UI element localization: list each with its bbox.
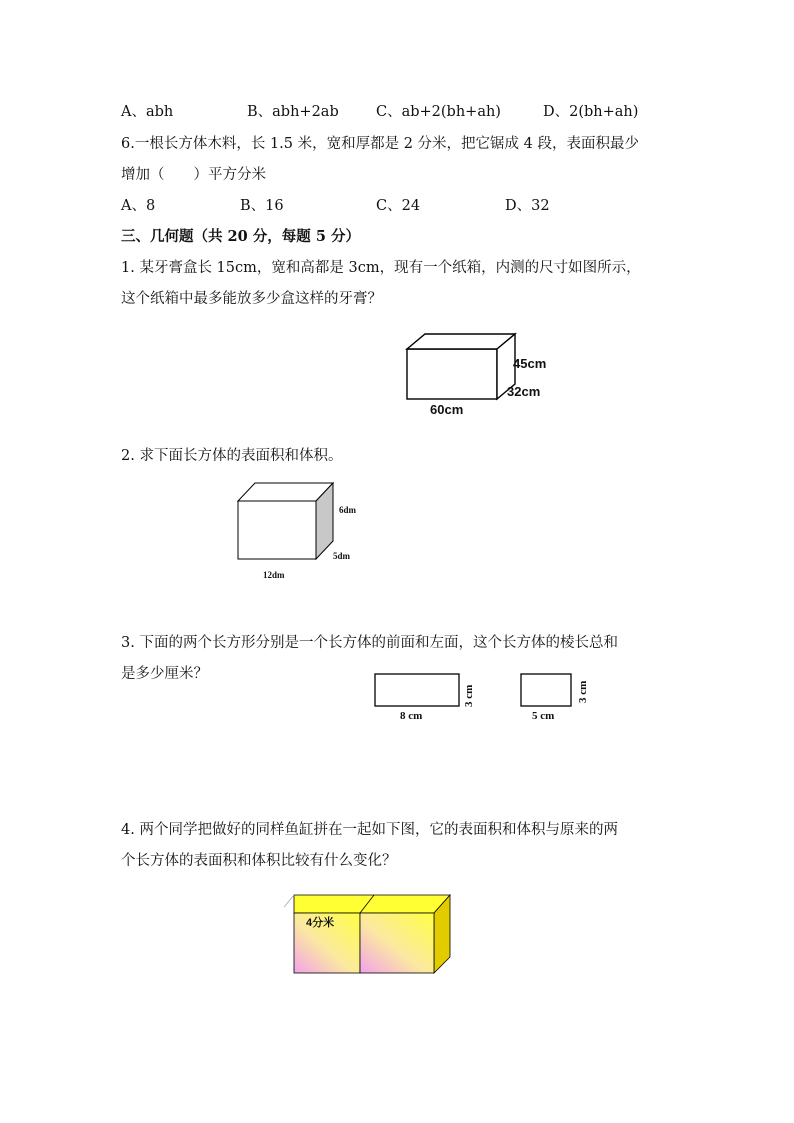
p3-left-height-label: 3 cm	[577, 680, 589, 703]
p4-text-line2: 个长方体的表面积和体积比较有什么变化？	[121, 853, 397, 869]
q5-option-d: D、2(bh+ah)	[543, 104, 639, 120]
section-title: 三、几何题（共 20 分，每题 5 分）	[121, 228, 360, 245]
p1-depth-label: 32cm	[507, 384, 541, 399]
q5-option-c: C、ab+2(bh+ah)	[376, 104, 501, 120]
p3-left-rect	[520, 673, 572, 707]
p1-height-label: 45cm	[513, 356, 547, 371]
p2-height-label: 6dm	[339, 505, 357, 515]
p2-length-label: 12dm	[263, 570, 285, 580]
q6-option-a: A、8	[121, 198, 156, 214]
p4-length-label: 4分米	[306, 917, 335, 929]
q6-text-line1: 6.一根长方体木料，长 1.5 米，宽和厚都是 2 分米，把它锯成 4 段，表面积最少	[121, 136, 639, 152]
q6-option-c: C、24	[376, 198, 421, 214]
p1-text-line1: 1. 某牙膏盒长 15cm，宽和高都是 3cm，现有一个纸箱，内测的尺寸如图所示，	[121, 260, 641, 276]
p3-text-line2: 是多少厘米？	[121, 666, 208, 682]
p3-front-rect	[374, 673, 460, 707]
p3-front-width-label: 8 cm	[400, 710, 423, 722]
p3-text-line1: 3. 下面的两个长方形分别是一个长方体的前面和左面，这个长方体的棱长总和	[121, 635, 618, 651]
p2-box-figure	[236, 480, 336, 562]
p4-fish-tanks-figure	[282, 893, 457, 977]
p4-text-line1: 4. 两个同学把做好的同样鱼缸拼在一起如下图，它的表面积和体积与原来的两	[121, 822, 618, 838]
p3-front-height-label: 3 cm	[463, 684, 475, 707]
p2-depth-label: 5dm	[333, 551, 351, 561]
q6-text-line2: 增加（ ）平方分米	[121, 167, 266, 183]
p3-left-width-label: 5 cm	[532, 710, 555, 722]
p1-text-line2: 这个纸箱中最多能放多少盒这样的牙膏？	[121, 291, 382, 307]
q6-option-d: D、32	[505, 198, 550, 214]
q6-option-b: B、16	[240, 198, 284, 214]
p2-text-line1: 2. 求下面长方体的表面积和体积。	[121, 448, 343, 464]
q5-option-a: A、abh	[121, 104, 174, 120]
q5-option-b: B、abh+2ab	[247, 104, 339, 120]
p1-length-label: 60cm	[430, 402, 464, 417]
